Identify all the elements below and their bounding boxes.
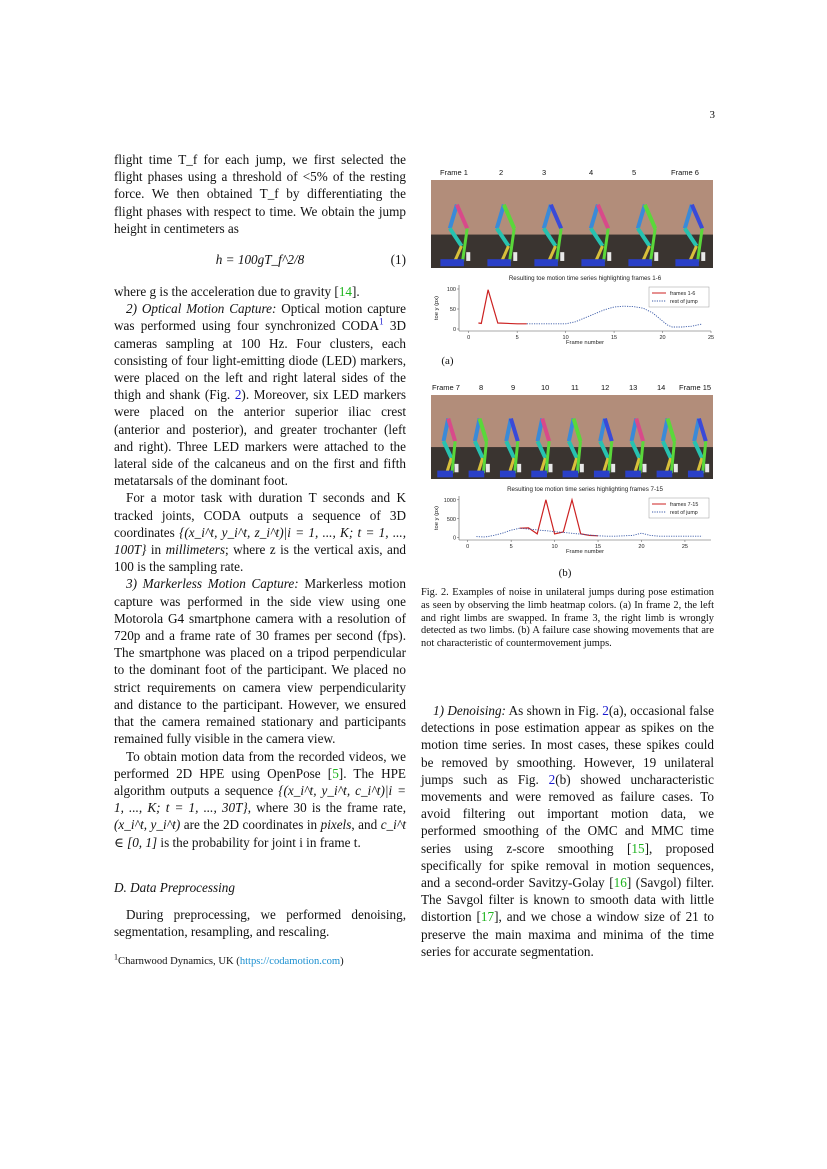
paragraph-preprocessing: During preprocessing, we performed denoising, segmentation, resampling, and rescaling. <box>114 906 406 940</box>
equation-1 <box>114 251 406 269</box>
x-axis-label: Frame number <box>565 549 605 555</box>
text-run: Markerless motion capture was performed in the side view using one Motorola G4 smartphone camera with a resolution of 720p and a frame rate of 30 frames per second (fps). The smartphone was placed on a tripod perpendicular to the dominant foot of the participant. We placed no strict requirements on camera view perpendicularity and distance to the participant. However, we ensured that the camera remained stationary and participants remained fully visible in the camera view. <box>114 576 406 747</box>
legend-entry: frames 7-15 <box>670 502 699 508</box>
y-tick-label: 100 <box>446 287 456 293</box>
floor-marker <box>611 464 615 472</box>
subfigure-label-a: (a) <box>441 355 454 367</box>
text-run: To obtain motion data from the recorded videos, we performed 2D HPE using OpenPose [ <box>114 748 406 781</box>
footnote <box>114 952 406 968</box>
floor-marker <box>701 252 705 261</box>
x-tick-label: 5 <box>515 335 519 341</box>
x-tick-label: 15 <box>594 544 602 550</box>
floor-marker <box>607 252 611 261</box>
text-run: ). Moreover, six LED markers were placed on the anterior superior iliac crest (anterior and posterior), and greater trochanter (left and right). Three LED markers were attached to the lateral side of the calcaneus and on the first and fifth metatarsals of the dominant foot. <box>114 387 406 489</box>
y-tick-label: 1000 <box>443 497 456 504</box>
frame-label: 4 <box>589 168 594 177</box>
text-run: are the 2D coordinates in <box>183 817 318 833</box>
equation-number: (1) <box>390 252 406 268</box>
text-run: ], and we chose a window size of 21 to preserve the main maxima and minima of the time series for accurate segmentation. <box>421 909 714 959</box>
text-run: As shown in Fig. <box>508 703 599 718</box>
subfigure-label-b: (b) <box>558 567 572 579</box>
text-run: (a), occasional false detections in pose estimation appear as spikes on the motion time series. In most cases, these spikes could be removed by smoothing. However, 19 unilateral jumps such as Fig. <box>421 703 715 787</box>
foot-heatmap <box>531 471 547 478</box>
text-run: ; where z is the vertical axis, and 100 is the sampling rate. <box>114 542 407 575</box>
toe-motion-chart-b <box>431 484 713 554</box>
text-run: 3D cameras sampling at 100 Hz. Four clusters, each consisting of four light-emitting diode (LED) markers, were placed on the left and right lateral sides of the thigh and shank (Fig. <box>114 318 407 403</box>
pose-heatmap-strip-b <box>431 395 713 479</box>
figure-link[interactable]: 2 <box>602 703 609 718</box>
floor-marker <box>549 464 553 472</box>
page-number: 3 <box>709 109 715 121</box>
citation-link[interactable]: 15 <box>631 840 645 856</box>
paragraph-gravity <box>114 283 406 300</box>
text-run: ] (Savgol) filter. The Savgol filter is known to smooth data with little distortion [ <box>421 875 714 925</box>
foot-heatmap <box>500 471 516 478</box>
series-line <box>527 306 702 327</box>
foot-heatmap <box>594 471 610 478</box>
frame-label: Frame 7 <box>432 383 460 392</box>
citation-link[interactable]: 16 <box>613 875 627 891</box>
floor-marker <box>705 464 709 472</box>
x-tick-label: 10 <box>551 544 558 550</box>
frame-labels-a <box>431 168 713 180</box>
text-run: For a motor task with duration T seconds and K tracked joints, CODA outputs a sequence of 3D coordinates <box>114 490 406 540</box>
floor-marker <box>643 464 647 472</box>
frame-label: 12 <box>601 383 610 392</box>
frame-label: 8 <box>479 383 484 392</box>
paragraph-openpose <box>114 748 406 851</box>
x-tick-label: 0 <box>466 544 470 550</box>
toe-motion-chart-a <box>431 273 713 345</box>
foot-heatmap <box>437 471 453 478</box>
y-tick-label: 0 <box>452 535 456 542</box>
floor-marker <box>466 252 470 261</box>
frame-label: 2 <box>499 168 504 177</box>
x-tick-label: 25 <box>681 544 688 550</box>
y-tick-label: 50 <box>449 307 456 313</box>
subsection-heading: 1) Denoising: <box>433 703 506 718</box>
foot-heatmap <box>657 471 673 478</box>
x-tick-label: 20 <box>638 544 645 550</box>
paragraph-flight-time: flight time T_f for each jump, we first selected the flight phases using a threshold of <5% of the resting force. We then obtained T_f by differentiating the flight phases with respect to time. We obtain the jump height in centimeters as <box>114 152 406 236</box>
footnote-url-link[interactable]: https://codamotion.com <box>239 956 341 968</box>
frame-labels-b <box>431 383 713 395</box>
footnote-mark: 1 <box>114 952 118 962</box>
y-tick-label: 0 <box>452 327 456 333</box>
citation-link[interactable]: 17 <box>480 909 495 925</box>
series-line <box>520 500 598 536</box>
x-tick-label: 0 <box>467 335 471 341</box>
floor-area <box>431 235 713 268</box>
floor-marker <box>674 464 678 472</box>
x-tick-label: 25 <box>707 335 715 341</box>
citation-link[interactable]: 5 <box>332 765 339 781</box>
text-run: in <box>150 542 162 558</box>
text-run: Charnwood Dynamics, UK ( <box>118 956 240 968</box>
floor-marker <box>486 464 490 472</box>
text-run: Optical motion capture was performed using four synchronized CODA <box>114 301 406 334</box>
footnote-link[interactable]: 1 <box>379 317 384 328</box>
foot-heatmap <box>487 259 511 266</box>
emphasis-text: millimeters <box>165 542 225 558</box>
floor-marker <box>513 252 517 261</box>
chart-title: Resulting toe motion time series highlighting frames 7-15 <box>507 486 663 493</box>
floor-marker <box>560 252 564 261</box>
text-run: ], proposed specifically for spike removal in motion sequences, and a second-order Savitzy-Golay [ <box>421 840 714 891</box>
paragraph-markerless-motion-capture <box>114 575 406 747</box>
series-line <box>478 290 526 324</box>
floor-marker <box>455 464 459 472</box>
subsection-heading: 2) Optical Motion Capture: <box>126 301 277 317</box>
math-inline: {(x_i^t, y_i^t, c_i^t)|i = 1, ..., K; t = 1, ..., 30T} <box>114 782 407 816</box>
frame-label: 10 <box>541 383 550 392</box>
paragraph-coda-output <box>114 489 406 575</box>
figure-2b <box>431 383 713 559</box>
legend-entry: rest of jump <box>670 299 698 305</box>
floor-marker <box>580 464 584 472</box>
legend-entry: rest of jump <box>670 510 698 516</box>
y-tick-label: 500 <box>446 516 456 523</box>
text-run: ) <box>340 956 344 968</box>
frame-label: 14 <box>657 383 666 392</box>
figure-2a <box>431 168 713 350</box>
math-inline: (x_i^t, y_i^t) <box>114 817 181 833</box>
subsection-heading: 3) Markerless Motion Capture: <box>126 576 299 592</box>
foot-heatmap <box>675 259 699 266</box>
foot-heatmap <box>628 259 652 266</box>
y-axis-label: toe y (px) <box>434 295 440 321</box>
frame-label: Frame 1 <box>440 168 468 177</box>
text-run: ]. The HPE algorithm outputs a sequence <box>114 765 406 798</box>
floor-marker <box>517 464 521 472</box>
pose-heatmap-strip-a <box>431 180 713 268</box>
citation-link[interactable]: 14 <box>338 284 353 300</box>
foot-heatmap <box>581 259 605 266</box>
x-axis-label: Frame number <box>565 340 605 346</box>
foot-heatmap <box>534 259 558 266</box>
frame-label: Frame 6 <box>671 168 699 177</box>
frame-label: 13 <box>629 383 638 392</box>
foot-heatmap <box>469 471 485 478</box>
equation-body: h = 100gT_f^2/8 <box>215 252 305 268</box>
x-tick-label: 15 <box>611 335 618 341</box>
figure-link[interactable]: 2 <box>548 771 556 787</box>
frame-label: Frame 15 <box>679 383 712 392</box>
x-tick-label: 10 <box>562 335 569 341</box>
paragraph-optical-motion-capture <box>114 300 406 489</box>
frame-label: 5 <box>632 168 637 177</box>
figure-caption: Fig. 2. Examples of noise in unilateral jumps during pose estimation as seen by observing the limb heatmap colors. (a) In frame 2, the left and right limbs are swapped. In frame 3, the right limb is wrongly detected as two limbs. (b) A failure case showing movements that are not characteristic of countermovement jumps. <box>421 587 714 650</box>
chart-title: Resulting toe motion time series highlighting frames 1-6 <box>508 275 662 282</box>
foot-heatmap <box>440 259 464 266</box>
text-run: where g is the acceleration due to gravity [ <box>114 284 339 300</box>
right-column <box>421 702 714 960</box>
foot-heatmap <box>563 471 579 478</box>
x-tick-label: 20 <box>659 335 666 341</box>
emphasis-text: pixels <box>320 817 352 833</box>
y-axis-label: toe y (px) <box>434 505 440 531</box>
left-column <box>114 151 406 968</box>
paragraph-denoising <box>421 702 714 960</box>
math-inline: {(x_i^t, y_i^t, z_i^t)|i = 1, ..., K; t = 1, ..., 100T} <box>114 524 407 558</box>
figure-link[interactable]: 2 <box>234 387 242 403</box>
text-run: is the probability for joint i in frame t. <box>160 834 361 850</box>
floor-marker <box>654 252 658 261</box>
text-run: , and <box>351 817 378 833</box>
foot-heatmap <box>688 471 704 478</box>
text-run: ]. <box>352 284 360 300</box>
text-run: (b) showed uncharacteristic movements and were removed as failure cases. To avoid filtering out important motion data, we performed smoothing of the OMC and MMC time series using z-score smoothing [ <box>421 771 714 856</box>
math-inline: c_i^t ∈ [0, 1] <box>114 817 407 850</box>
x-tick-label: 5 <box>509 544 513 550</box>
frame-label: 11 <box>571 383 579 392</box>
frame-label: 9 <box>511 383 516 392</box>
foot-heatmap <box>625 471 641 478</box>
legend-entry: frames 1-6 <box>670 291 696 297</box>
text-run: , where 30 is the frame rate, <box>247 800 406 816</box>
section-heading-data-preprocessing: D. Data Preprocessing <box>114 879 235 895</box>
frame-label: 3 <box>542 168 547 177</box>
